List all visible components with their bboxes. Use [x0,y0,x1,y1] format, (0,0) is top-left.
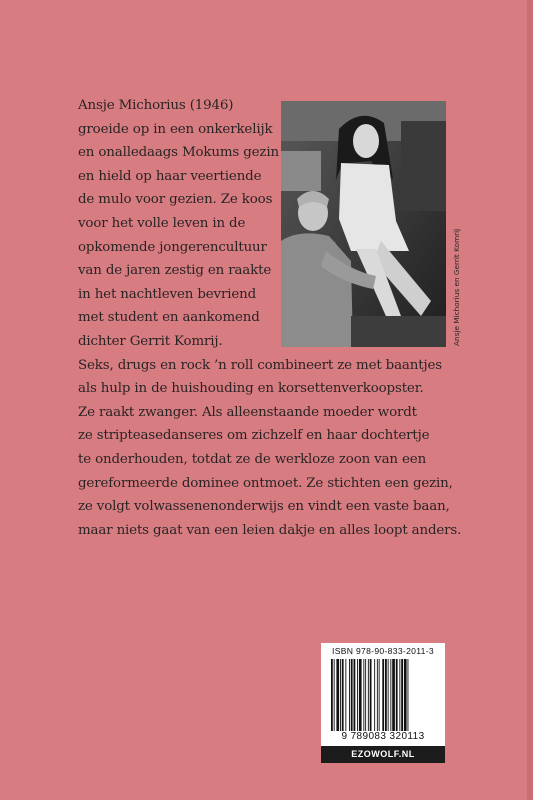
blurb-line: en onalledaags Mokums gezin [78,145,279,161]
blurb-line: met student en aankomend [78,310,260,326]
blurb-line: maar niets gaat van een leien dakje en alles loopt anders. [78,522,462,538]
blurb-line: voor het volle leven in de [78,215,246,231]
cover-edge [527,0,533,800]
barcode-bars [331,659,435,731]
blurb-line: gereformeerde dominee ontmoet. Ze stichten een gezin, [78,475,453,491]
blurb-line: van de jaren zestig en raakte [78,263,272,279]
blurb-line: in het nachtleven bevriend [78,286,257,302]
blurb-line: Seks, drugs en rock ’n roll combineert ze met baantjes [78,357,442,373]
blurb-line: opkomende jongerencultuur [78,239,267,255]
blurb-line: ze stripteasedanseres om zichzelf en haar dochtertje [78,428,430,444]
blurb-line: als hulp in de huishouding en korsettenverkoopster. [78,381,424,397]
blurb-line: de mulo voor gezien. Ze koos [78,192,273,208]
blurb-line: dichter Gerrit Komrij. [78,333,223,349]
author-photo [281,101,446,347]
blurb-line: groeide op in een onkerkelijk [78,121,273,137]
photo-caption: Ansje Michorius en Gerrit Komrij [452,228,461,346]
blurb-line: te onderhouden, totdat ze de werkloze zoon van een [78,451,427,467]
isbn-barcode-block [321,643,445,763]
isbn-label: ISBN 978-90-833-2011-3 [332,646,434,656]
ean-digits: 9 789083 320113 [341,731,425,742]
blurb-line: en hield op haar veertiende [78,168,262,184]
blurb-line: Ze raakt zwanger. Als alleenstaande moeder wordt [78,404,417,420]
publisher-label: EZOWOLF.NL [321,746,445,763]
blurb-line: ze volgt volwassenenonderwijs en vindt een vaste baan, [78,499,450,515]
blurb-line: Ansje Michorius (1946) [78,98,234,113]
